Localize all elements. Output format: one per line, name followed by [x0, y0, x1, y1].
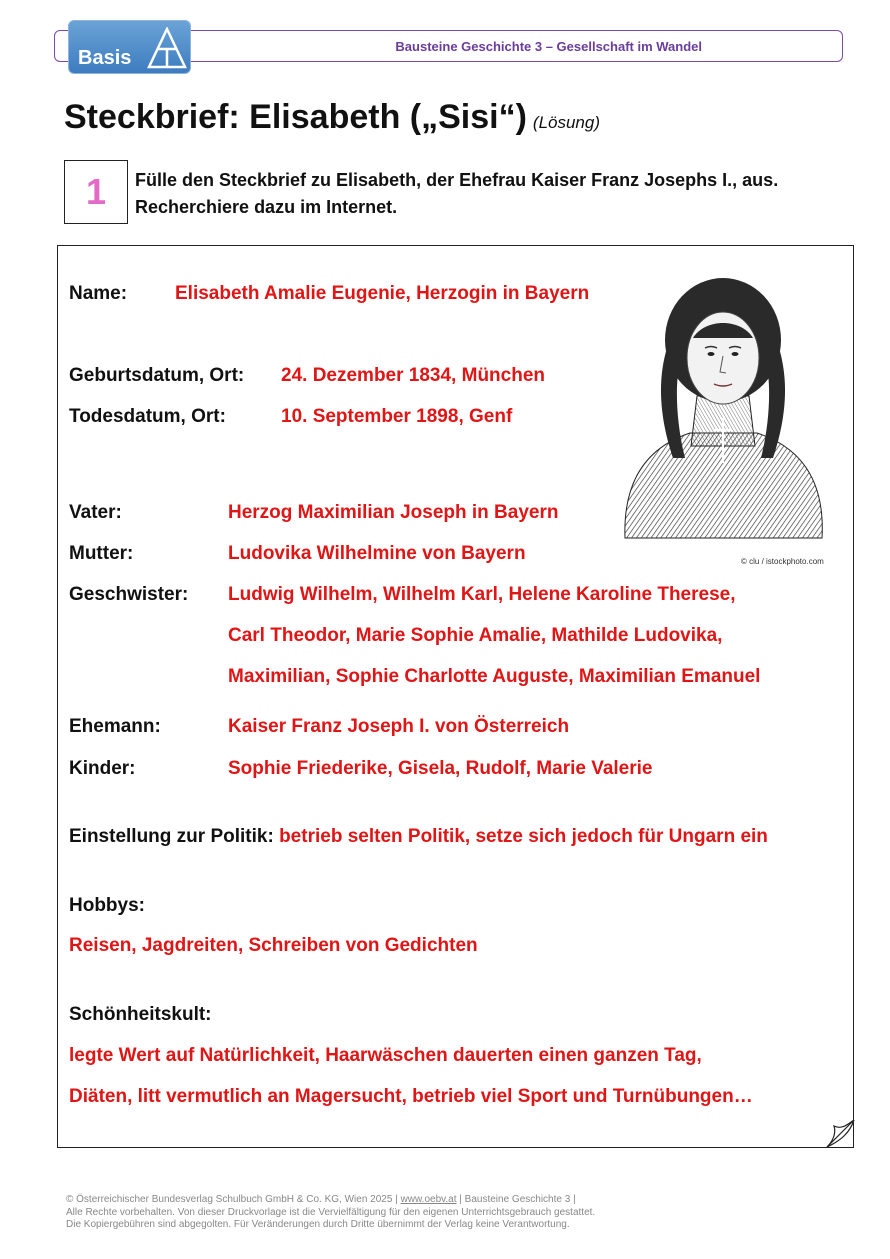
politics-label: Einstellung zur Politik:	[69, 826, 274, 847]
husband-value: Kaiser Franz Joseph I. von Österreich	[228, 716, 570, 737]
children-value: Sophie Friederike, Gisela, Rudolf, Marie Valerie	[228, 758, 653, 779]
siblings-line: Maximilian, Sophie Charlotte Auguste, Maximilian Emanuel	[228, 666, 761, 687]
task-number-box	[64, 160, 128, 224]
publisher-link[interactable]: www.oebv.at	[400, 1194, 457, 1205]
footer	[66, 1194, 595, 1232]
siblings-line: Ludwig Wilhelm, Wilhelm Karl, Helene Karoline Therese,	[228, 584, 736, 605]
children-label: Kinder:	[69, 758, 136, 779]
logo-label: Basis	[78, 47, 132, 69]
birth-value: 24. Dezember 1834, München	[281, 365, 545, 386]
death-value: 10. September 1898, Genf	[281, 406, 513, 427]
title-note: (Lösung)	[532, 113, 601, 132]
politics-value: betrieb selten Politik, setze sich jedoch für Ungarn ein	[279, 826, 768, 847]
title-main: Steckbrief: Elisabeth („Sisi“)	[64, 98, 527, 136]
footer-copyright: © Österreichischer Bundesverlag Schulbuch GmbH & Co. KG, Wien 2025 |	[66, 1194, 401, 1205]
siblings-line: Carl Theodor, Marie Sophie Amalie, Mathilde Ludovika,	[228, 625, 723, 646]
beauty-line: legte Wert auf Natürlichkeit, Haarwäschen dauerten einen ganzen Tag,	[69, 1045, 702, 1066]
mother-label: Mutter:	[69, 543, 134, 564]
name-value: Elisabeth Amalie Eugenie, Herzogin in Bayern	[175, 283, 590, 304]
task-line-1: Fülle den Steckbrief zu Elisabeth, der Ehefrau Kaiser Franz Josephs I., aus.	[135, 170, 779, 190]
hobbies-label: Hobbys:	[69, 895, 145, 916]
footer-line-3: Die Kopiergebühren sind abgegolten. Für Veränderungen durch Dritte übernimmt der Verlag keine Verantwortung.	[66, 1219, 570, 1230]
series-title: Bausteine Geschichte 3 – Gesellschaft im Wandel	[395, 39, 702, 54]
triangle-logo-icon	[147, 27, 187, 69]
task-number: 1	[85, 171, 107, 212]
husband-label: Ehemann:	[69, 716, 161, 737]
hobbies-value: Reisen, Jagdreiten, Schreiben von Gedichten	[69, 935, 478, 956]
father-label: Vater:	[69, 502, 122, 523]
beauty-label: Schönheitskult:	[69, 1004, 212, 1025]
birth-label: Geburtsdatum, Ort:	[69, 365, 245, 386]
name-label: Name:	[69, 283, 128, 304]
father-value: Herzog Maximilian Joseph in Bayern	[228, 502, 559, 523]
task-instructions	[135, 167, 835, 221]
mother-value: Ludovika Wilhelmine von Bayern	[228, 543, 526, 564]
politics-row	[69, 826, 768, 848]
siblings-label: Geschwister:	[69, 584, 189, 605]
beauty-line: Diäten, litt vermutlich an Magersucht, betrieb viel Sport und Turnübungen…	[69, 1086, 753, 1107]
task-line-2: Recherchiere dazu im Internet.	[135, 197, 398, 217]
footer-line-1	[66, 1194, 595, 1207]
death-label: Todesdatum, Ort:	[69, 406, 226, 427]
page-title	[64, 98, 600, 137]
elisabeth-portrait	[615, 268, 832, 553]
footer-series: | Bausteine Geschichte 3 |	[456, 1194, 576, 1205]
footer-line-2: Alle Rechte vorbehalten. Von dieser Druckvorlage ist die Vervielfältigung für den eigenen Unterrichtsgebrauch gestattet.	[66, 1206, 596, 1218]
image-credit: © clu / istockphoto.com	[741, 557, 824, 566]
page-curl-icon	[826, 1118, 856, 1148]
basis-logo	[68, 20, 191, 74]
